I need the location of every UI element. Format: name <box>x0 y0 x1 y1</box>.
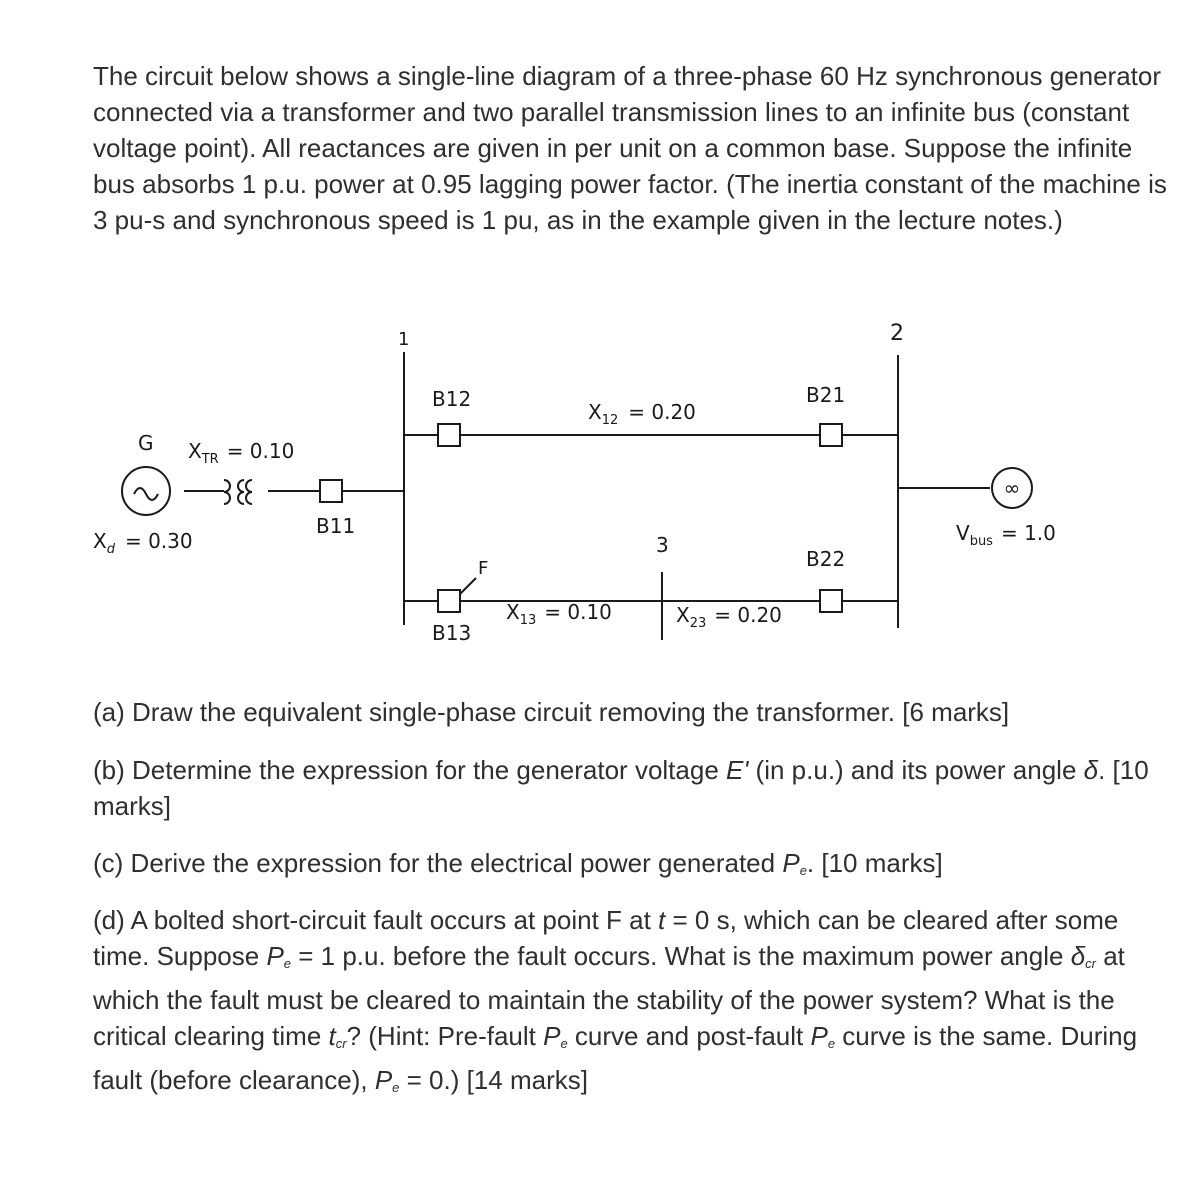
breaker-b12 <box>438 424 460 446</box>
xd-sub: d <box>106 542 115 557</box>
x23-value: = 0.20 <box>714 603 782 627</box>
single-line-diagram <box>0 300 1189 660</box>
x12-value: = 0.20 <box>628 400 696 424</box>
breaker-b13 <box>438 590 460 612</box>
gen-label: G <box>138 431 154 455</box>
b21-label: B21 <box>806 383 846 407</box>
b11-label: B11 <box>316 514 356 538</box>
x23-sub: 23 <box>689 616 707 631</box>
fault-label: F <box>478 558 489 579</box>
x12-label: X <box>588 400 602 424</box>
vbus-value: = 1.0 <box>1000 521 1056 545</box>
bus-3-label: 3 <box>656 533 669 557</box>
svg-text:Vbus= 1.0 <box>956 521 1056 549</box>
x12-sub: 12 <box>601 413 619 428</box>
xtr-label: X <box>188 439 202 463</box>
bus-1-label: 1 <box>398 329 410 350</box>
question-a: (a) Draw the equivalent single-phase circuit removing the transformer. [6 marks] <box>93 697 1010 727</box>
x23-label: X <box>676 603 690 627</box>
bus-2-label: 2 <box>890 321 904 346</box>
fault-lead <box>460 578 476 594</box>
svg-text:X12= 0.20 <box>588 400 696 428</box>
generator-symbol <box>122 467 170 515</box>
infinity-icon: ∞ <box>1003 476 1021 500</box>
breaker-b21 <box>820 424 842 446</box>
svg-text:Xd= 0.30 <box>93 529 193 557</box>
xd-label: X <box>93 529 107 553</box>
question-d: (d) A bolted short-circuit fault occurs at point F at t = 0 s, which can be cleared after some time. Suppose Pe = 1 p.u. before the fault occurs. What is the maximum power angle δcr at which the fault must be cleared to maintain the stability of the power system? What is the critical clearing time tcr? (Hint: Pre-fault Pe curve and post-fault Pe curve is the same. During fault (before clearance), Pe = 0.) [14 marks] <box>93 905 1138 1095</box>
breaker-b11 <box>320 480 342 502</box>
infinite-bus-symbol <box>992 468 1032 508</box>
problem-intro: The circuit below shows a single-line diagram of a three-phase 60 Hz synchronous generator connected via a transformer and two parallel transmission lines to an infinite bus (constant voltage point). All reactances are given in per unit on a common base. Suppose the infinite bus absorbs 1 p.u. power at 0.95 lagging power factor. (The inertia constant of the machine is 3 pu-s and synchronous speed is 1 pu, as in the example given in the lecture notes.) <box>93 61 1167 235</box>
vbus-label: V <box>956 521 970 545</box>
x13-label: X <box>506 600 520 624</box>
question-c: (c) Derive the expression for the electrical power generated Pe. [10 marks] <box>93 848 943 878</box>
svg-text:X23= 0.20 <box>676 603 782 631</box>
b13-label: B13 <box>432 621 472 645</box>
x13-sub: 13 <box>519 613 537 628</box>
xtr-value: = 0.10 <box>226 439 295 463</box>
svg-text:XTR= 0.10 <box>188 439 294 467</box>
vbus-sub: bus <box>969 534 993 549</box>
xtr-sub: TR <box>201 452 219 467</box>
b22-label: B22 <box>806 547 846 571</box>
b12-label: B12 <box>432 387 472 411</box>
breaker-b22 <box>820 590 842 612</box>
question-b: (b) Determine the expression for the generator voltage E' (in p.u.) and its power angle δ. [10 marks] <box>93 755 1149 821</box>
svg-text:X13= 0.10 <box>506 600 612 628</box>
xd-value: = 0.30 <box>124 529 193 553</box>
transformer-symbol <box>224 480 252 504</box>
x13-value: = 0.10 <box>544 600 612 624</box>
